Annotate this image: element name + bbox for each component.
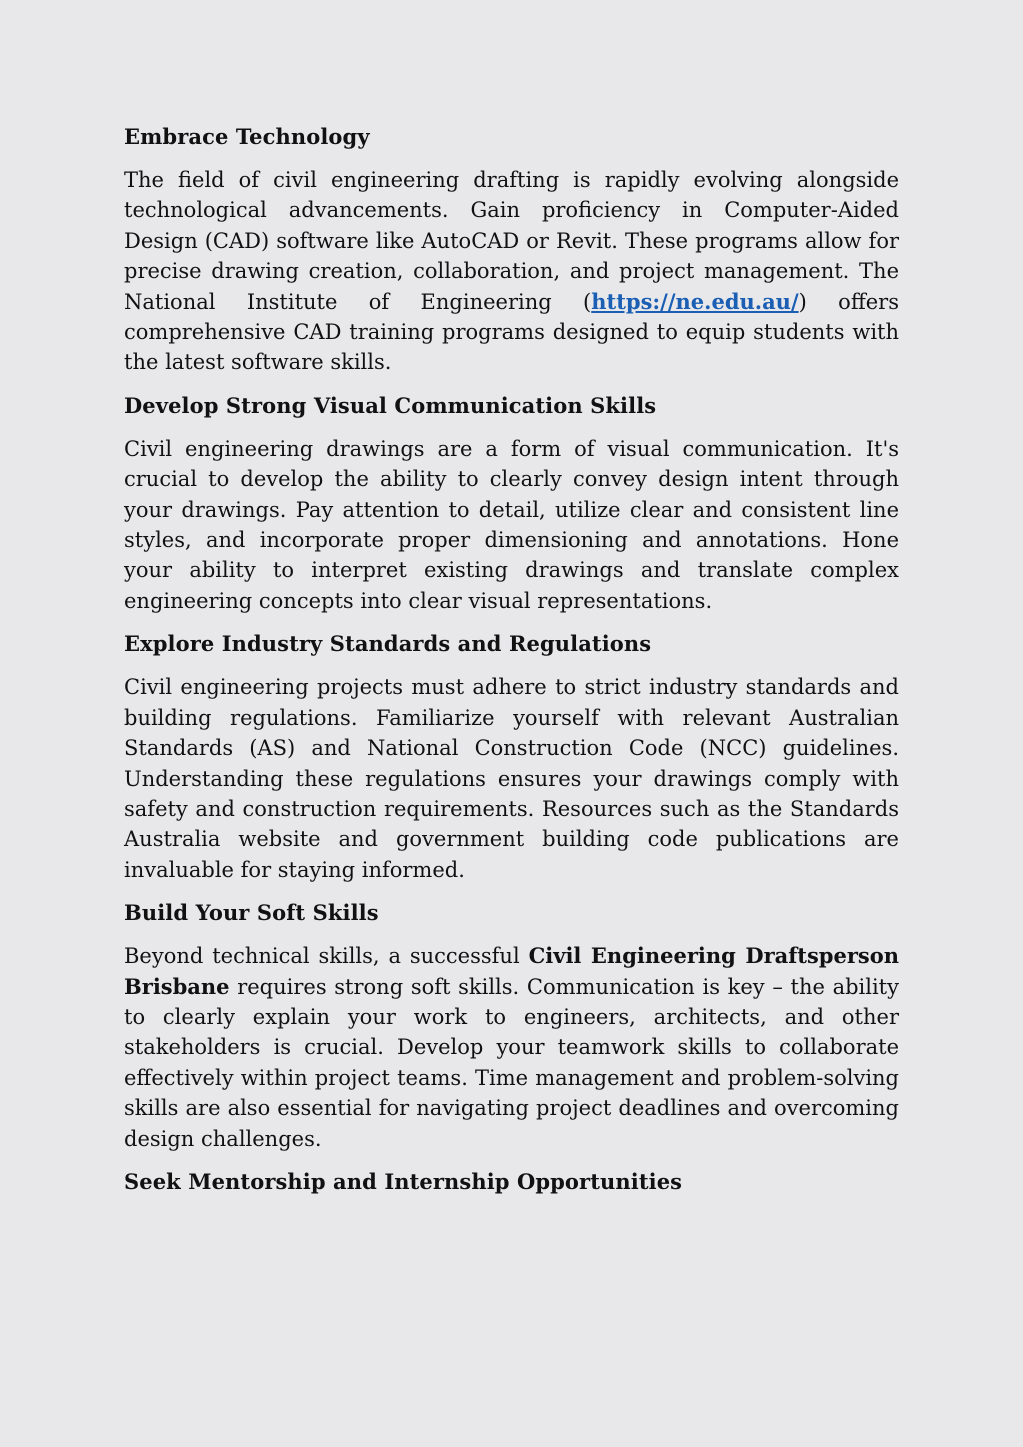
paragraph-soft-skills — [124, 941, 899, 1154]
paragraph-text: Beyond technical skills, a successful — [124, 944, 529, 969]
paragraph-text: ) offers comprehensive CAD training programs designed to equip students with the latest software skills. — [124, 289, 899, 375]
paragraph-industry-standards: Civil engineering projects must adhere to strict industry standards and building regulations. Familiarize yourself with relevant Australian Standards (AS) and National Construction Code (NCC) guidelines. Understanding these regulations ensures your drawings comply with safety and construction requirements. Resources such as the Standards Australia website and government building code publications are invaluable for staying informed. — [124, 675, 899, 882]
paragraph-visual-communication: Civil engineering drawings are a form of visual communication. It's crucial to develop the ability to clearly convey design intent through your drawings. Pay attention to detail, utilize clear and consistent line styles, and incorporate proper dimensioning and annotations. Hone your ability to interpret existing drawings and translate complex engineering concepts into clear visual representations. — [124, 436, 899, 613]
paragraph-text: The field of civil engineering drafting is rapidly evolving alongside technological advancements. Gain proficiency in Computer-Aided Design (CAD) software like AutoCAD or Revit. These programs allow for precise drawing creation, collaboration, and project management. The National Institute of Engineering ( — [124, 168, 899, 314]
heading-soft-skills: Build Your Soft Skills — [124, 900, 379, 926]
bold-keyword: Civil Engineering Draftsperson Brisbane — [124, 943, 899, 999]
paragraph-embrace-technology — [124, 165, 899, 378]
nie-website-link[interactable]: https://ne.edu.au/ — [591, 288, 799, 314]
heading-visual-communication: Develop Strong Visual Communication Skills — [124, 392, 657, 418]
paragraph-text: requires strong soft skills. Communication is key – the ability to clearly explain your work to engineers, architects, and other stakeholders is crucial. Develop your teamwork skills to collaborate effectively within project teams. Time management and problem-solving skills are also essential for navigating project deadlines and overcoming design challenges. — [124, 974, 899, 1151]
heading-industry-standards: Explore Industry Standards and Regulations — [124, 631, 652, 657]
heading-embrace-technology: Embrace Technology — [124, 124, 370, 149]
heading-mentorship: Seek Mentorship and Internship Opportunities — [124, 1168, 683, 1194]
